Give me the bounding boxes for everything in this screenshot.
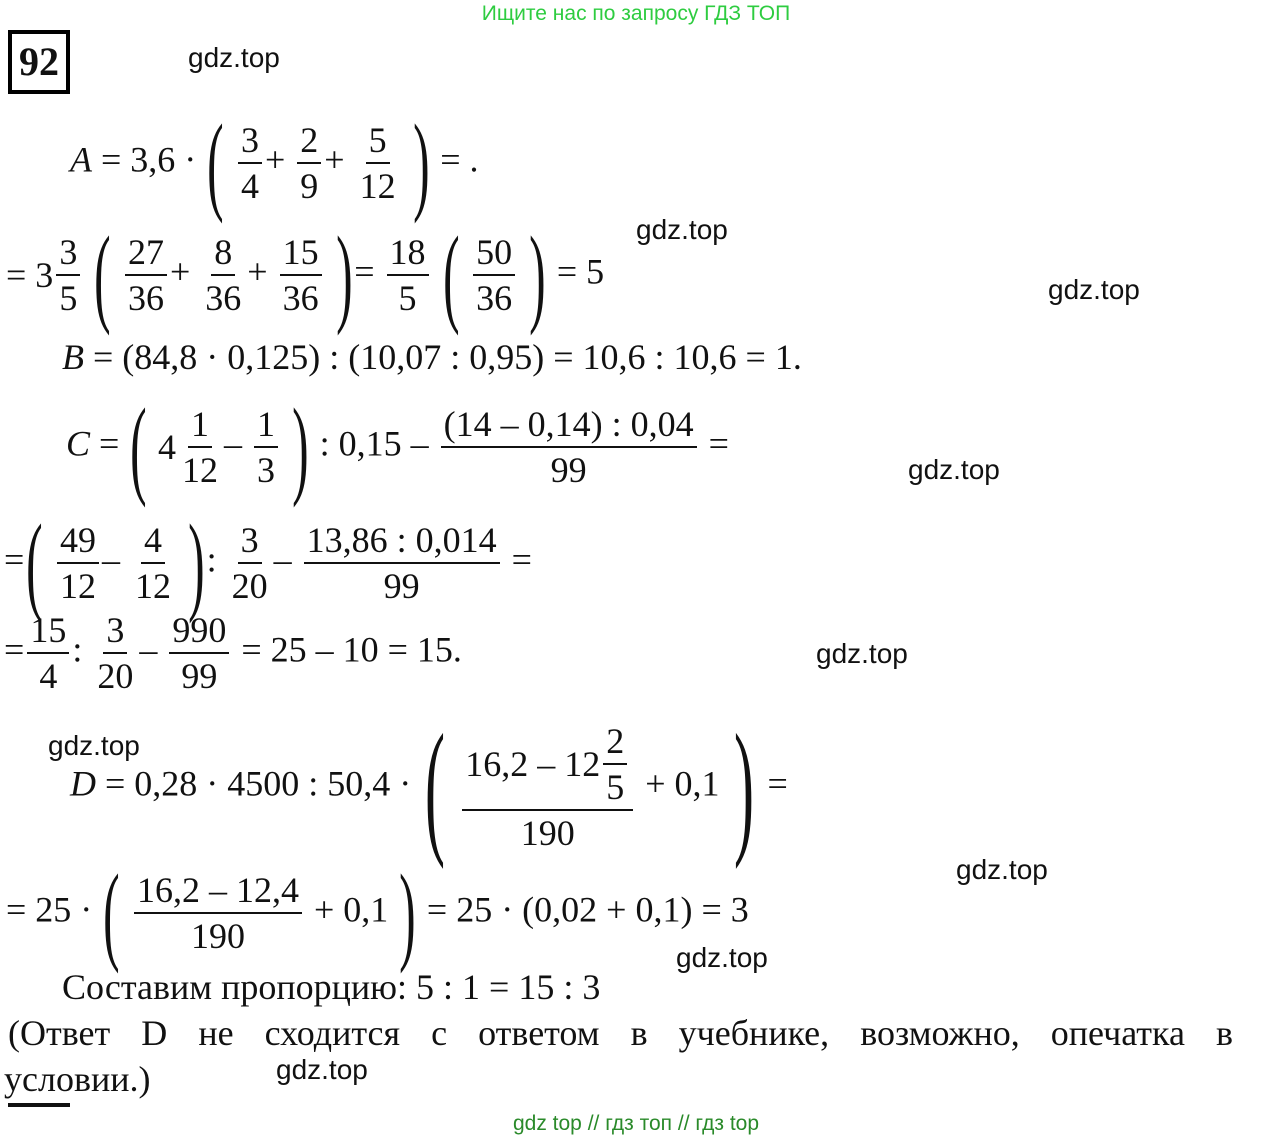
var-a: A	[70, 139, 92, 180]
paren-right: )	[733, 704, 754, 870]
fraction: $\frac{3}{4}$	[238, 122, 262, 204]
watermark: gdz.top	[636, 214, 728, 245]
problem-number: 92	[8, 30, 70, 94]
note-line-2: условии.)	[4, 1059, 151, 1099]
fraction: $\frac{15}{36}$	[280, 234, 322, 316]
var-b: B	[62, 337, 84, 377]
fraction: $\frac{27}{36}$	[125, 234, 167, 316]
var-c: C	[66, 423, 91, 464]
fraction: $\frac{4}{12}$	[134, 520, 171, 606]
watermark: gdz.top	[816, 638, 908, 669]
paren-right: )	[188, 502, 205, 624]
paren-left: (	[425, 704, 446, 870]
paren-right: )	[529, 214, 546, 336]
paren-left: (	[207, 102, 224, 224]
eq-text: = (84,8 · 0,125) : (10,07 : 0,95) = 10,6 : 10,6 = 1.	[93, 337, 802, 377]
equation-b	[62, 336, 802, 378]
watermark: gdz.top	[1048, 274, 1140, 305]
fraction: $\frac{3}{20}$	[97, 610, 134, 696]
paren-left: (	[130, 386, 147, 508]
equation-a: A = 3,6 · ( $\frac{3}{4}$ + $\frac{2}{9}$ + $\frac{5}{12}$ ) = .	[70, 102, 479, 224]
equation-c: C = ( 4 $\frac{1}{12}$ – $\frac{1}{3}$ ) : 0,15 – $\frac{(14 - 0,14) : 0,04}{99}$ =	[66, 386, 729, 508]
top-banner: Ищите нас по запросу ГДЗ ТОП	[481, 2, 791, 25]
equation-d-cont: = 25 · ( $\frac{16,2 - 12,4}{190}$ + 0,1 ) = 25 · (0,02 + 0,1) = 3	[6, 852, 749, 974]
paren-left: (	[26, 502, 43, 624]
watermark: gdz.top	[676, 942, 768, 973]
bottom-banner: gdz top // гдз топ // гдз top	[512, 1112, 760, 1135]
watermark: gdz.top	[908, 454, 1000, 485]
fraction: $\frac{8}{36}$	[205, 232, 242, 318]
fraction: $\frac{1}{12}$	[181, 404, 218, 490]
paren-left: (	[442, 214, 460, 336]
complex-fraction: 16,2 – 12 $\frac{2}{5}$ 190	[462, 723, 633, 851]
fraction: $\frac{18}{5}$	[387, 234, 429, 316]
fraction: $\frac{49}{12}$	[57, 522, 99, 604]
fraction: $\frac{15}{4}$	[27, 612, 69, 694]
paren-right: )	[399, 852, 416, 974]
var-d: D	[70, 763, 96, 804]
eq-text: = .	[440, 139, 479, 180]
note-line-1: (Ответ D не сходится с ответом в учебнике, возможно, опечатка в	[8, 1013, 1233, 1053]
fraction: $\frac{(14 - 0,14) : 0,04}{99}$	[441, 406, 697, 488]
watermark: gdz.top	[276, 1054, 368, 1085]
paren-right: )	[292, 386, 309, 508]
paren-right: )	[335, 214, 353, 336]
paren-left: (	[103, 852, 120, 974]
fraction: $\frac{3}{5}$	[56, 234, 80, 316]
equation-c-cont: =( $\frac{49}{12}$ – $\frac{4}{12}$ ): $\frac{3}{20}$ – $\frac{13,86 : 0,014}{99}$ =	[4, 502, 532, 624]
fraction: $\frac{50}{36}$	[473, 234, 515, 316]
fraction: $\frac{2}{9}$	[297, 122, 321, 204]
fraction: $\frac{13,86 : 0,014}{99}$	[304, 522, 500, 604]
fraction: $\frac{16,2 - 12,4}{190}$	[134, 872, 302, 954]
equation-c-result: = $\frac{15}{4}$ : $\frac{3}{20}$ – $\frac{990}{99}$ = 25 – 10 = 15.	[4, 610, 462, 696]
fraction: $\frac{990}{99}$	[169, 612, 229, 694]
paren-right: )	[412, 102, 430, 224]
watermark: gdz.top	[956, 854, 1048, 885]
paren-left: (	[94, 214, 111, 336]
fraction: $\frac{2}{5}$	[603, 723, 627, 805]
watermark: gdz.top	[48, 730, 140, 761]
eq-text: = 3,6 ·	[101, 139, 197, 180]
underline-mark	[8, 1103, 70, 1107]
watermark: gdz.top	[188, 42, 280, 73]
equation-d: D = 0,28 · 4500 : 50,4 · ( 16,2 – 12 $\frac{2}{5}$ 190 + 0,1 ) =	[70, 704, 788, 870]
fraction: $\frac{3}{20}$	[231, 520, 268, 606]
proportion-text: Составим пропорцию: 5 : 1 = 15 : 3	[62, 967, 601, 1007]
fraction: $\frac{1}{3}$	[254, 406, 278, 488]
fraction: $\frac{5}{12}$	[359, 120, 396, 206]
equation-a-cont: = 3 $\frac{3}{5}$ ( $\frac{27}{36}$ + $\frac{8}{36}$ + $\frac{15}{36}$ )= $\frac{18}{5}$ ( $\frac{50}{36}$ ) = 5	[6, 214, 605, 336]
